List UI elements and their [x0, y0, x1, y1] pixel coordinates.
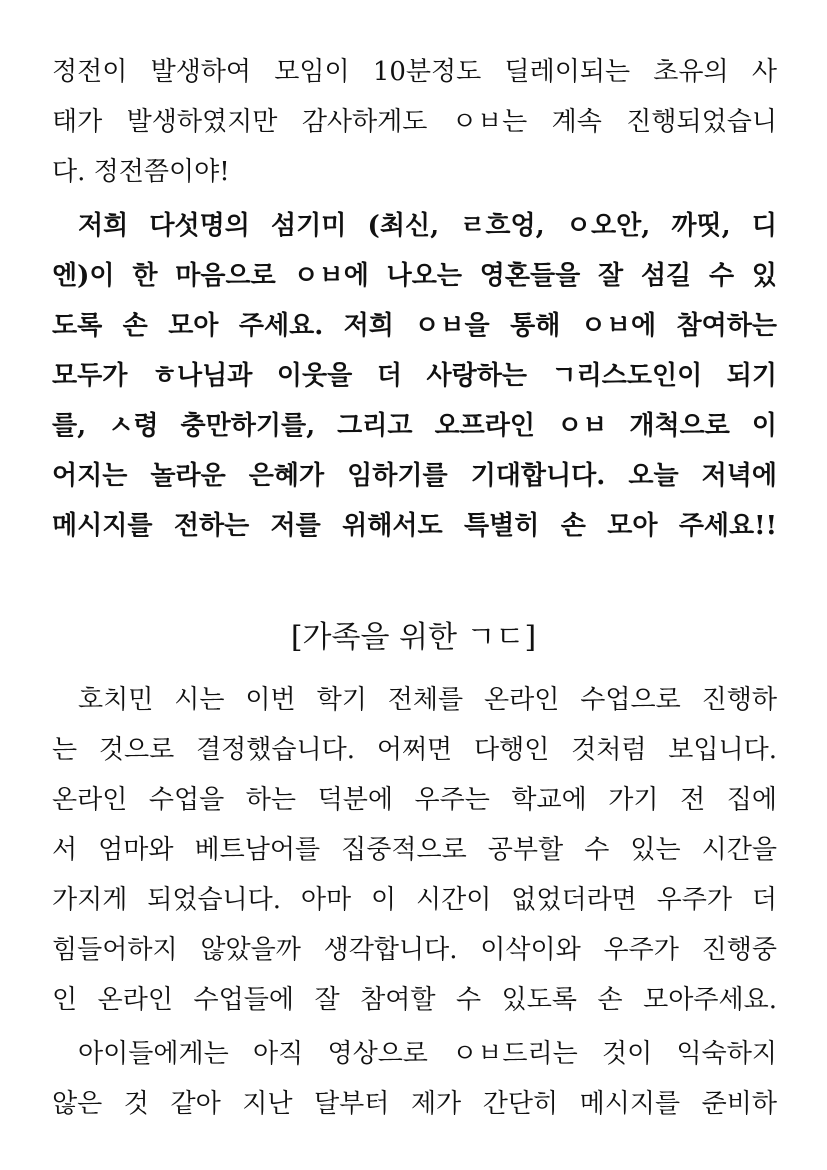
text-line: 정전이 발생하여 모임이 10분정도 딜레이되는 초유의 사 — [52, 57, 777, 87]
section-title: [가족을 위한 ㄱㄷ] — [290, 620, 537, 655]
text-line: 힘들어하지 않았을까 생각합니다. 이삭이와 우주가 진행중 — [52, 935, 777, 965]
text-line: 메시지를 전하는 저를 위해서도 특별히 손 모아 주세요!! — [52, 511, 777, 541]
text-line: 태가 발생하였지만 감사하게도 ㅇㅂ는 계속 진행되었습니 — [52, 107, 777, 137]
text-line: 도록 손 모아 주세요. 저희 ㅇㅂ을 통해 ㅇㅂ에 참여하는 — [52, 311, 777, 341]
text-line: 를, ㅅ령 충만하기를, 그리고 오프라인 ㅇㅂ 개척으로 이 — [52, 411, 777, 441]
text-line: 않은 것 같아 지난 달부터 제가 간단히 메시지를 준비하 — [52, 1089, 777, 1119]
text-line: 서 엄마와 베트남어를 집중적으로 공부할 수 있는 시간을 — [52, 835, 777, 865]
text-line: 인 온라인 수업들에 잘 참여할 수 있도록 손 모아주세요. — [52, 985, 777, 1015]
text-line: 저희 다섯명의 섬기미 (최신, ㄹ흐엉, ㅇ오안, 까띳, 디 — [78, 211, 777, 241]
text-line: 는 것으로 결정했습니다. 어쩌면 다행인 것처럼 보입니다. — [52, 735, 777, 765]
text-line: 가지게 되었습니다. 아마 이 시간이 없었더라면 우주가 더 — [52, 885, 777, 915]
text-line: 온라인 수업을 하는 덕분에 우주는 학교에 가기 전 집에 — [52, 785, 777, 815]
text-line: 엔)이 한 마음으로 ㅇㅂ에 나오는 영혼들을 잘 섬길 수 있 — [52, 261, 777, 291]
text-line: 모두가 ㅎ나님과 이웃을 더 사랑하는 ㄱ리스도인이 되기 — [52, 361, 777, 391]
text-line: 다. 정전쯤이야! — [52, 157, 230, 187]
text-line: 아이들에게는 아직 영상으로 ㅇㅂ드리는 것이 익숙하지 — [78, 1039, 777, 1069]
text-line: 호치민 시는 이번 학기 전체를 온라인 수업으로 진행하 — [78, 685, 777, 715]
text-line: 어지는 놀라운 은혜가 임하기를 기대합니다. 오늘 저녁에 — [52, 461, 777, 491]
